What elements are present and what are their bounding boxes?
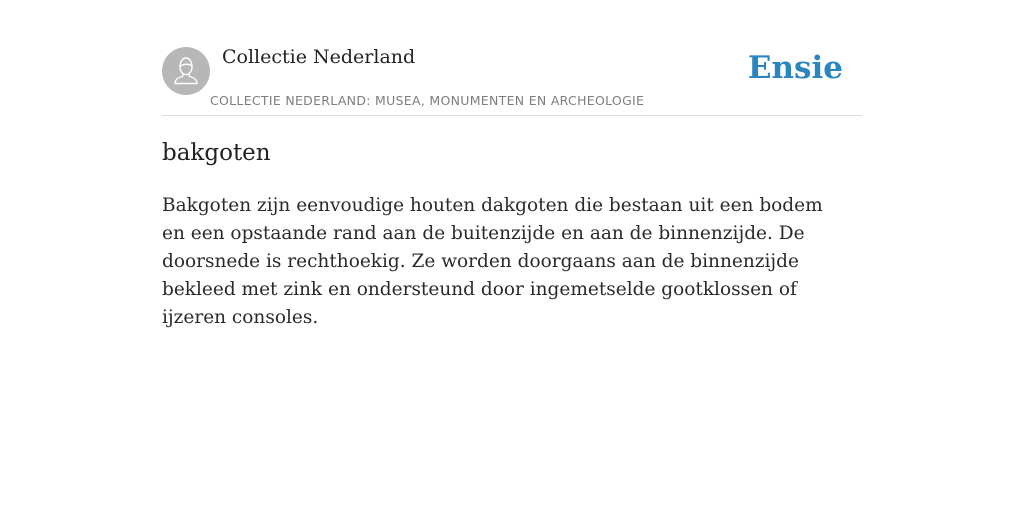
brand-logo[interactable]: Ensie [747, 50, 843, 86]
user-silhouette-icon [162, 47, 210, 95]
author-subtitle: COLLECTIE NEDERLAND: MUSEA, MONUMENTEN EN ARCHEOLOGIE [210, 93, 645, 108]
avatar[interactable] [162, 47, 210, 95]
entry-header [162, 0, 862, 116]
author-name[interactable]: Collectie Nederland [222, 46, 416, 68]
entry-page [162, 0, 862, 328]
entry-term: bakgoten [162, 140, 271, 166]
entry-definition: Bakgoten zijn eenvoudige houten dakgoten die bestaan uit een bodem en een opstaande rand aan de buitenzijde en aan de binnenzijde. De doorsnede is rechthoekig. Ze worden doorgaans aan de binnenzijde bekleed met zink en ondersteund door ingemetselde gootklossen of ijzeren consoles. [162, 195, 823, 328]
